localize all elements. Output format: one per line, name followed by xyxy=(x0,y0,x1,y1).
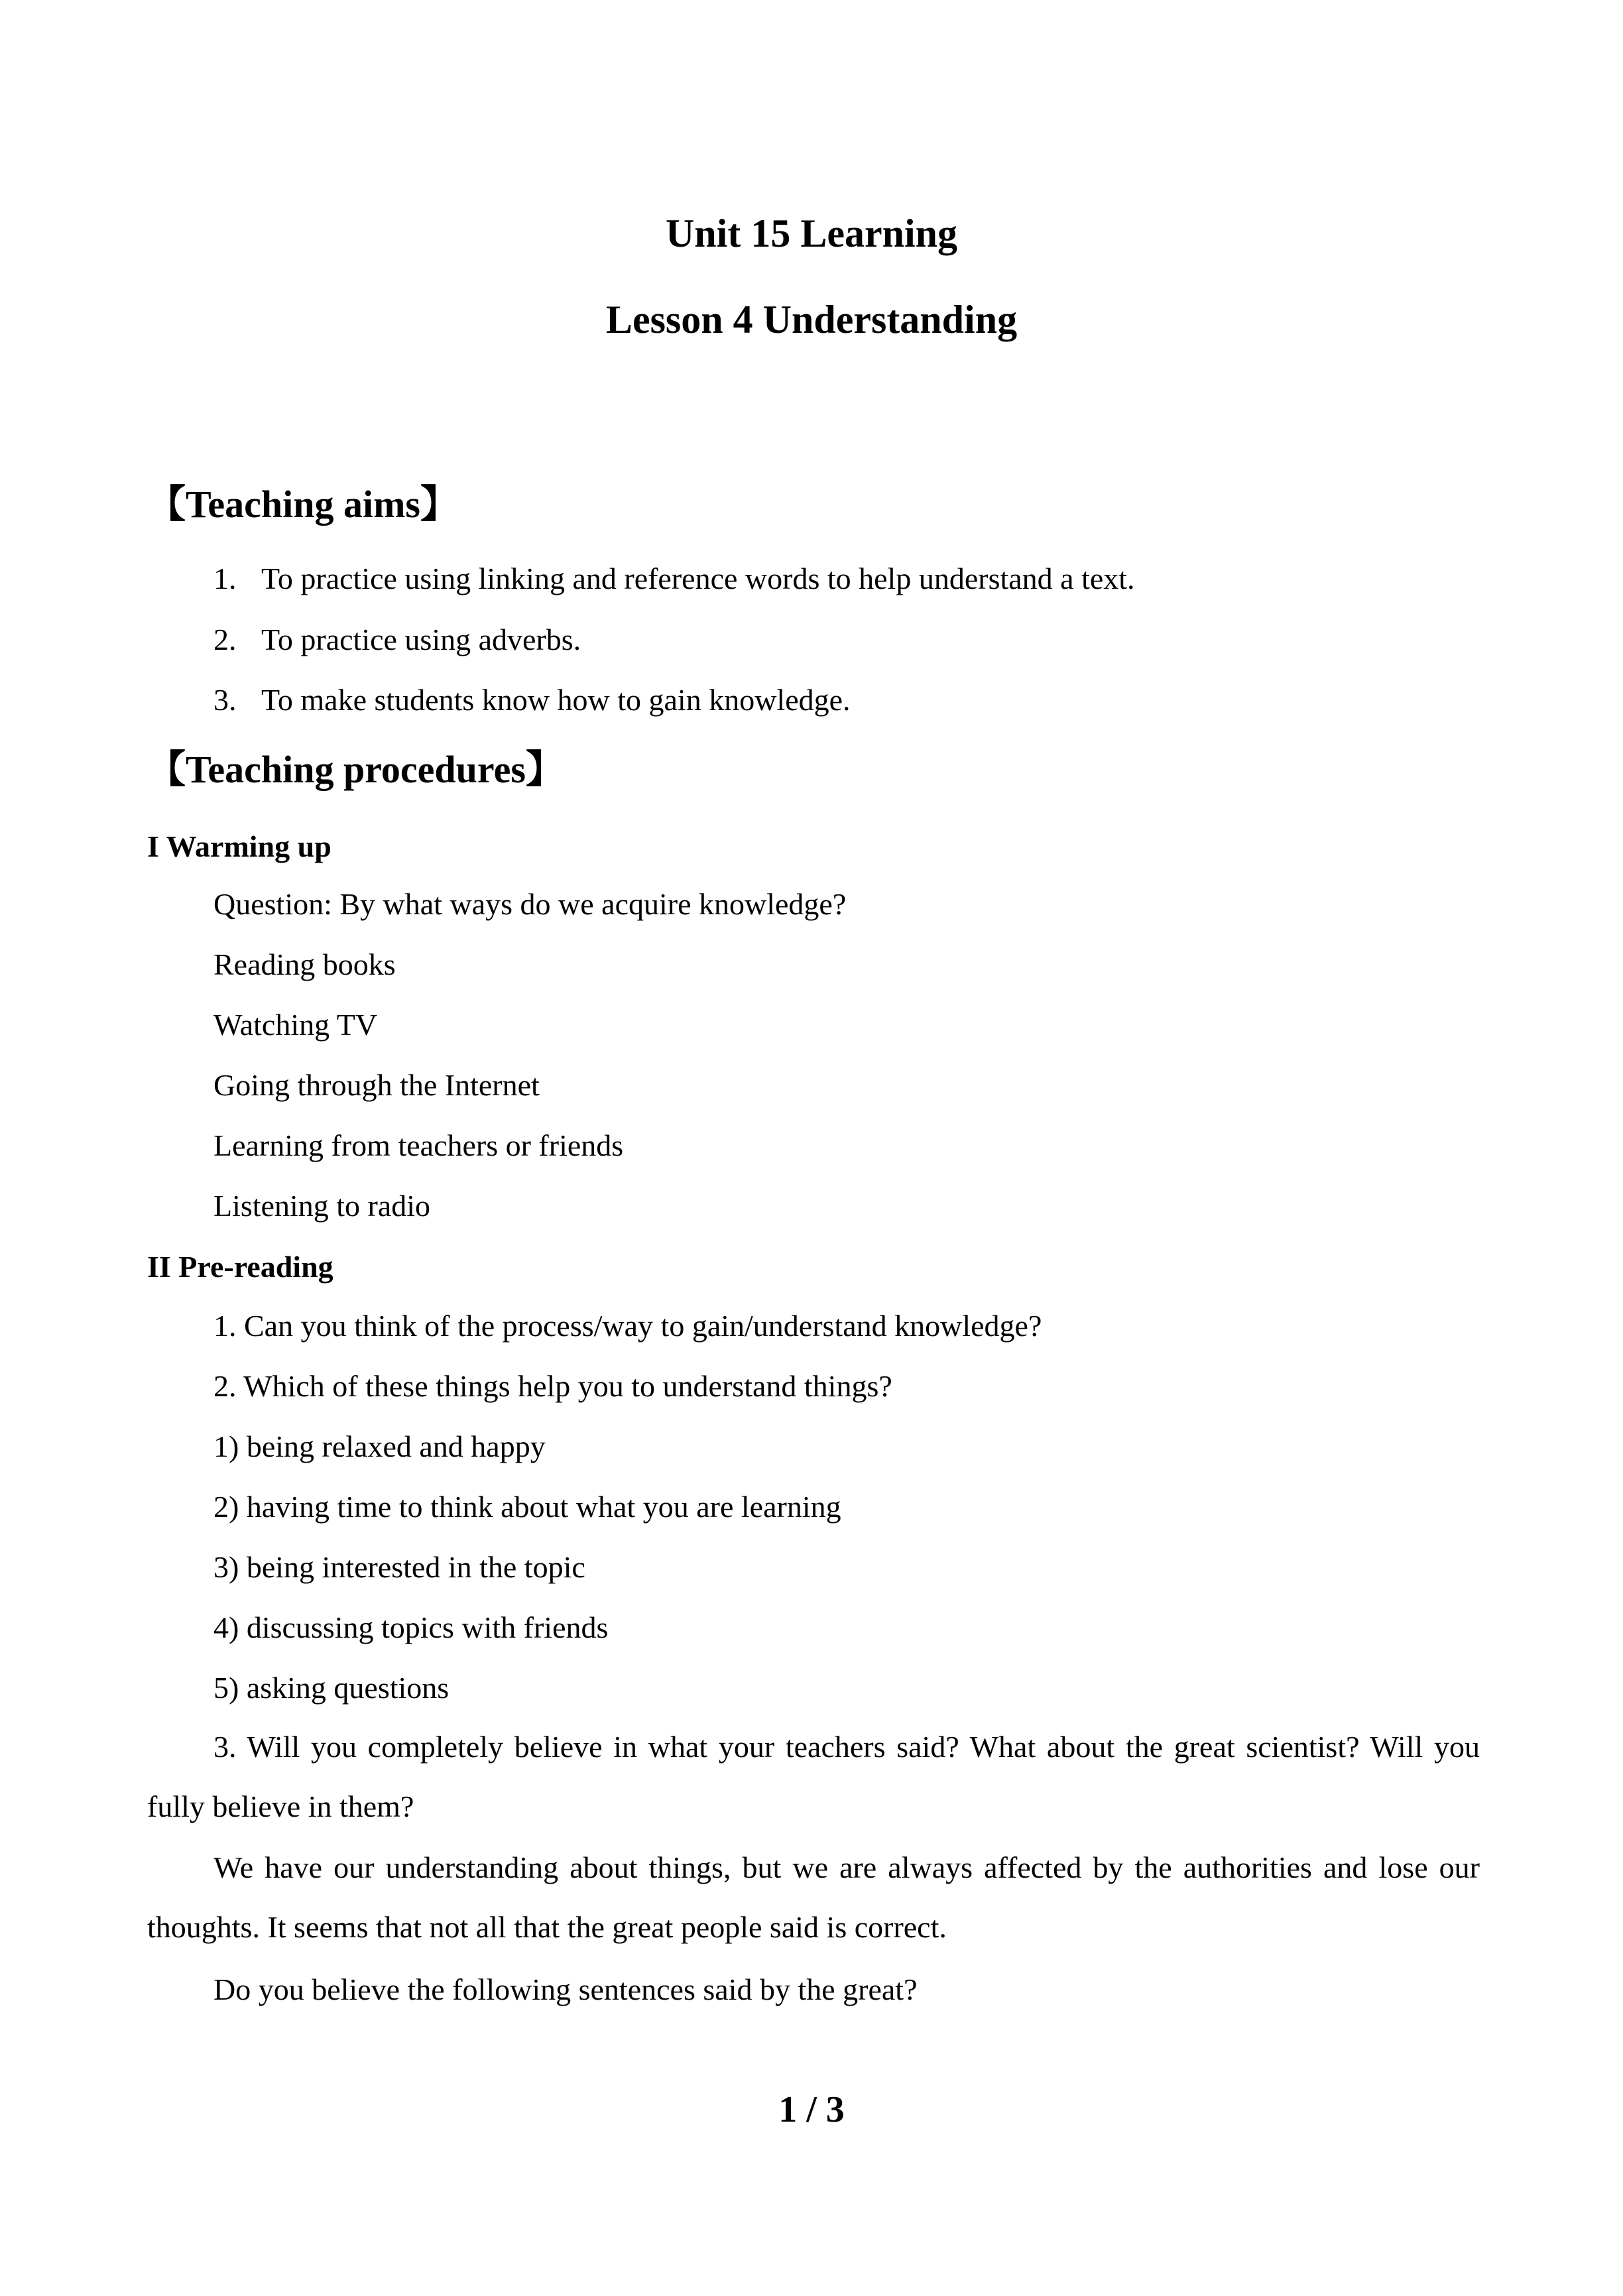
aim-number: 1. xyxy=(213,562,237,595)
warming-up-line: Going through the Internet xyxy=(213,1068,540,1102)
warming-up-line: Question: By what ways do we acquire knowledge? xyxy=(213,887,847,921)
pre-reading-line: 1. Can you think of the process/way to gain/understand knowledge? xyxy=(213,1309,1042,1343)
aim-item xyxy=(213,622,581,657)
pre-reading-line: 3) being interested in the topic xyxy=(213,1550,585,1584)
pre-reading-line: 5) asking questions xyxy=(213,1671,450,1705)
warming-up-line: Learning from teachers or friends xyxy=(213,1128,624,1162)
aim-item xyxy=(213,561,1135,596)
pre-reading-line: 4) discussing topics with friends xyxy=(213,1610,609,1644)
teaching-procedures-heading: 【Teaching procedures】 xyxy=(147,748,564,791)
lesson-title: Lesson 4 Understanding xyxy=(605,298,1018,341)
pre-reading-heading: II Pre-reading xyxy=(147,1250,333,1284)
aim-number: 2. xyxy=(213,623,237,656)
closing-question: Do you believe the following sentences said by the great? xyxy=(213,1972,918,2006)
page-number: 1 / 3 xyxy=(778,2089,845,2130)
aim-text: To practice using linking and reference words to help understand a text. xyxy=(261,562,1135,595)
warming-up-line: Listening to radio xyxy=(213,1189,431,1223)
warming-up-heading: I Warming up xyxy=(147,829,331,863)
warming-up-line: Watching TV xyxy=(213,1008,378,1042)
teaching-aims-heading: 【Teaching aims】 xyxy=(147,483,459,526)
aim-text: To practice using adverbs. xyxy=(261,623,581,656)
question-three-paragraph: 3. Will you completely believe in what your teachers said? What about the great scientist? Will you fully believe in them? xyxy=(147,1730,1480,1823)
pre-reading-line: 1) being relaxed and happy xyxy=(213,1429,546,1463)
authorities-paragraph: We have our understanding about things, but we are always affected by the authorities and lose our thoughts. It seems that not all that the great people said is correct. xyxy=(147,1850,1480,1944)
aim-number: 3. xyxy=(213,683,237,717)
pre-reading-line: 2) having time to think about what you are learning xyxy=(213,1490,841,1524)
aim-text: To make students know how to gain knowledge. xyxy=(261,683,851,717)
aim-item xyxy=(213,682,851,717)
unit-title: Unit 15 Learning xyxy=(665,211,958,255)
pre-reading-line: 2. Which of these things help you to understand things? xyxy=(213,1369,892,1403)
warming-up-line: Reading books xyxy=(213,947,396,981)
